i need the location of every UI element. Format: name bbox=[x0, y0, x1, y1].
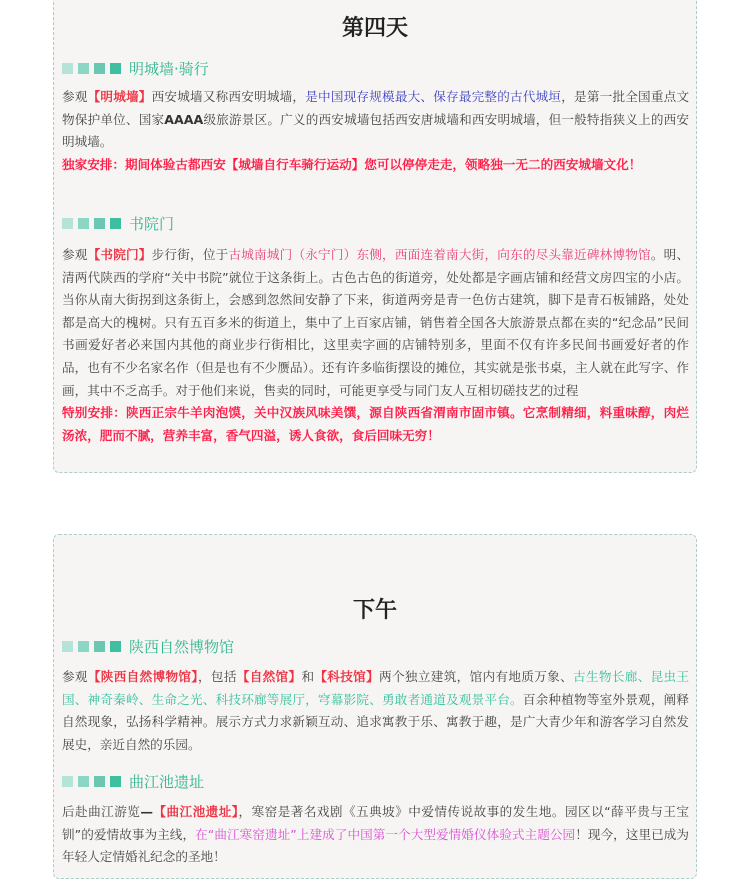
city-wall-paragraph bbox=[62, 86, 689, 176]
place-name: 【曲江池遗址】 bbox=[152, 804, 239, 819]
section-header-museum bbox=[62, 635, 234, 657]
text: ，是第一批全国重点文物保护单位、国家 bbox=[62, 89, 690, 127]
place-name: 【科技馆】 bbox=[314, 669, 380, 684]
decor-square-icon bbox=[94, 218, 105, 229]
decor-square-icon bbox=[62, 776, 73, 787]
place-name: 【陕西自然博物馆】 bbox=[87, 669, 198, 684]
location-link[interactable]: 古城南城门（永宁门）东侧， bbox=[228, 247, 395, 262]
text: ，寒窑是著名戏剧《五典坡》中爱情传说故事的发生地。园区以“薛平贵与王宝钏”的爱情故事为主线， bbox=[62, 804, 690, 842]
section-title: 书院门 bbox=[129, 214, 175, 233]
text: 两个独立建筑，馆内有地质万象、 bbox=[379, 669, 574, 684]
text: 后赴曲江游览 bbox=[62, 804, 141, 819]
text: 参观 bbox=[62, 669, 88, 684]
text: 步行街，位于 bbox=[151, 247, 229, 262]
place-name: 【明城墙】 bbox=[87, 89, 152, 104]
decor-square-icon bbox=[78, 218, 89, 229]
text: ！现今，这里已成为年轻人定情婚礼纪念的圣地！ bbox=[62, 826, 689, 865]
text: 。明、清两代陕西的学府“关中书院”就位于这条街上。古色古色的街道旁，处处都是字画店铺和经营文房四宝的小店。当你从南大街拐到这条街上，会感到忽然间安静了下来，街道两旁是青一色仿古建筑，脚下是青石板铺路，处处都是高大的槐树。只有五百多米的街道上，集中了上百家店铺，销售着全国各大旅游景点都在卖的“纪念品”民间书画爱好者必来国内其他的商业步行街相比，这里卖字画的店铺特别多，里面不仅有许多民间书画爱好者的作品，也有不少名家名作（但是也有不少赝品）。还有许多临街摆设的摊位，其实就是张书桌，主人就在此写字、作画，其中不乏高手。对于他们来说，售卖的同时，可能更享受与同门友人互相切磋技艺的过程 bbox=[62, 247, 690, 398]
decor-square-icon bbox=[78, 776, 89, 787]
place-name: 【书院门】 bbox=[87, 247, 152, 262]
day-title: 第四天 bbox=[341, 16, 408, 41]
section-title: 明城墙·骑行 bbox=[129, 59, 209, 78]
section-title: 陕西自然博物馆 bbox=[129, 637, 235, 656]
location-link[interactable]: 西面连着南大街， bbox=[394, 247, 498, 262]
special-arrangement: 特别安排：陕西正宗牛羊肉泡馍，关中汉族风味美馔，源自陕西省渭南市固市镇。它烹制精细，料重味醇，肉烂汤浓，肥而不腻，营养丰富，香气四溢，诱人食欲，食后回味无穷！ bbox=[62, 405, 689, 443]
afternoon-card bbox=[53, 534, 697, 879]
decor-square-icon bbox=[110, 641, 121, 652]
text: 参观 bbox=[62, 89, 88, 104]
location-link[interactable]: 向东的尽头靠近碑林博物馆 bbox=[497, 247, 651, 262]
afternoon-title: 下午 bbox=[352, 598, 397, 623]
text: 参观 bbox=[62, 247, 88, 262]
decor-square-icon bbox=[110, 776, 121, 787]
qujiang-paragraph bbox=[62, 801, 689, 869]
decor-square-icon bbox=[62, 641, 73, 652]
section-header-qujiang bbox=[62, 770, 204, 792]
section-header-city-wall bbox=[62, 57, 209, 79]
text: 百余种植物等室外景观，阐释自然现象，弘扬科学精神。展示方式力求新颖互动、追求寓教于乐、寓教于趣，是广大青少年和游客学习自然发展史，亲近自然的乐园。 bbox=[62, 691, 690, 752]
text: 和 bbox=[301, 669, 315, 684]
shuyuanmen-paragraph bbox=[62, 244, 689, 447]
museum-paragraph bbox=[62, 666, 689, 756]
rating-text: AAAA bbox=[164, 111, 204, 127]
day-four-card bbox=[53, 0, 697, 473]
decor-square-icon bbox=[110, 218, 121, 229]
text: 西安城墙又称西安明城墙， bbox=[151, 89, 306, 104]
decor-square-icon bbox=[62, 63, 73, 74]
decor-square-icon bbox=[94, 63, 105, 74]
decor-square-icon bbox=[62, 218, 73, 229]
dash: — bbox=[140, 804, 153, 819]
decor-square-icon bbox=[78, 641, 89, 652]
decor-square-icon bbox=[94, 641, 105, 652]
exhibit-link[interactable]: 古生物长廊、昆虫王国、神奇秦岭、生命之光、科技环廊等展厅，穹幕影院、勇敢者通道及观景平台。 bbox=[62, 669, 690, 707]
decor-square-icon bbox=[94, 776, 105, 787]
special-arrangement: 独家安排：期间体验古都西安【城墙自行车骑行运动】您可以停停走走，领略独一无二的西安城墙文化！ bbox=[62, 156, 642, 172]
decor-square-icon bbox=[78, 63, 89, 74]
park-link[interactable]: 在“曲江寒窑遗址”上建成了中国第一个大型爱情婚仪体验式主题公园 bbox=[195, 826, 576, 842]
decor-square-icon bbox=[110, 63, 121, 74]
text: 级旅游景区。广义的西安城墙包括西安唐城墙和西安明城墙，但一般特指狭义上的西安明城墙。 bbox=[62, 111, 690, 150]
text: ，包括 bbox=[197, 669, 237, 684]
section-header-shuyuanmen bbox=[62, 212, 174, 234]
place-name: 【自然馆】 bbox=[236, 669, 302, 684]
highlight-link[interactable]: 是中国现存规模最大、保存最完整的古代城垣 bbox=[305, 89, 562, 104]
section-title: 曲江池遗址 bbox=[129, 772, 205, 791]
